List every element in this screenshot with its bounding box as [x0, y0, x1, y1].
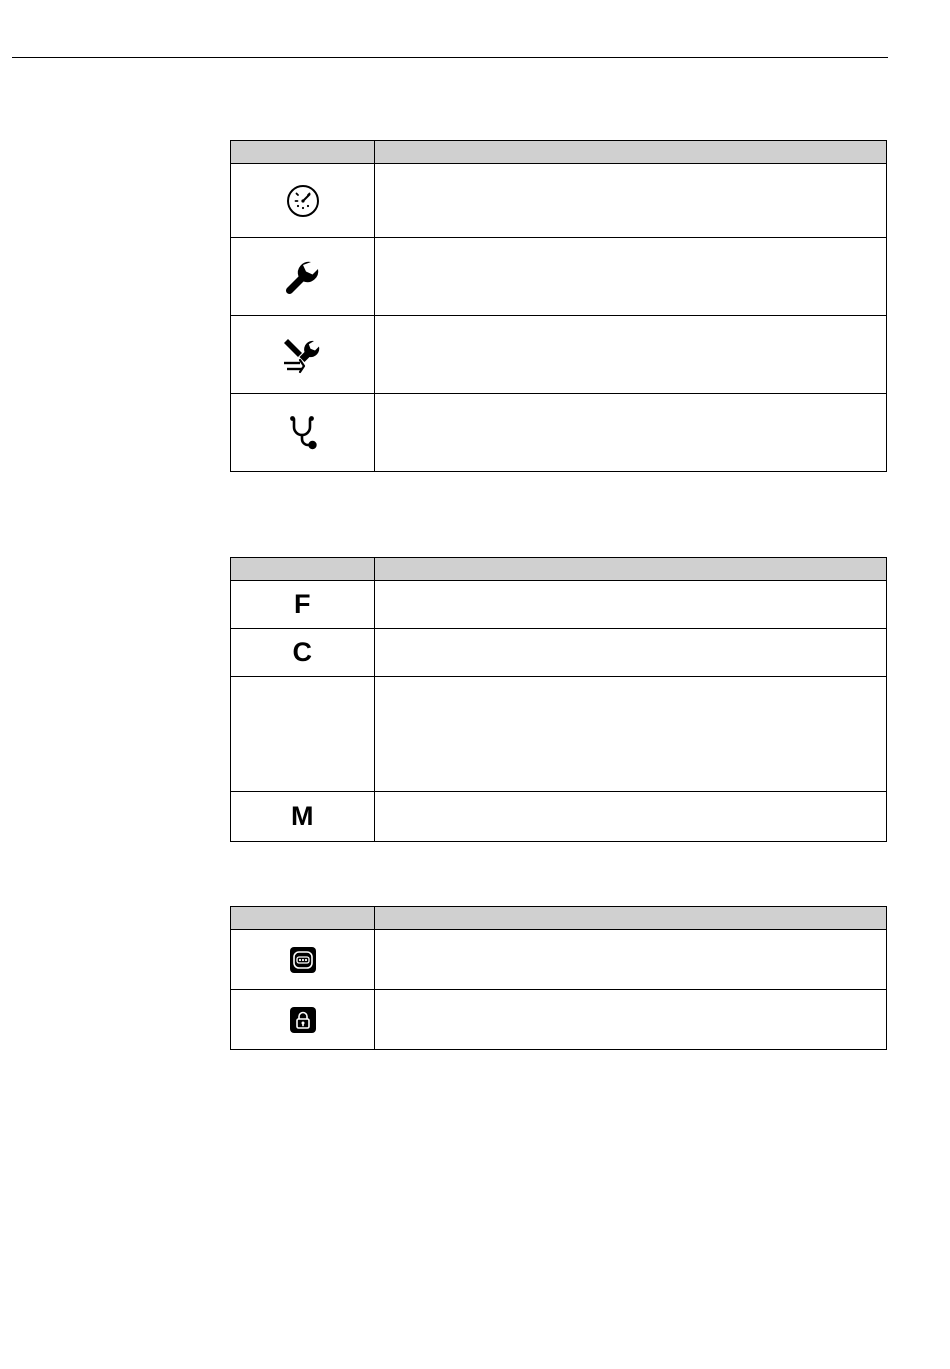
table-row — [231, 990, 887, 1050]
letter-f-icon: F — [294, 589, 311, 619]
header-icon-column — [231, 141, 375, 164]
metric-description — [375, 792, 887, 842]
stethoscope-icon — [231, 412, 374, 454]
letter-m-icon: M — [291, 801, 314, 831]
wrench-icon-cell — [231, 238, 375, 316]
letter-c-icon-cell — [231, 629, 375, 677]
lock-icon-cell — [231, 990, 375, 1050]
table-row — [231, 792, 887, 842]
wrench-icon — [231, 256, 374, 298]
keypad-icon — [231, 946, 374, 974]
header-icon-column — [231, 907, 375, 930]
table-header-row — [231, 907, 887, 930]
lock-icon — [231, 1006, 374, 1034]
blank-description — [375, 677, 887, 792]
header-description-column — [375, 141, 887, 164]
table-row — [231, 629, 887, 677]
wrench-description — [375, 238, 887, 316]
wrench-tool-description — [375, 316, 887, 394]
keypad-icon-cell — [231, 930, 375, 990]
header-description-column — [375, 558, 887, 581]
letter-c-icon: C — [292, 637, 313, 667]
table-row — [231, 238, 887, 316]
unit-icons-table — [230, 557, 887, 842]
table-row — [231, 677, 887, 792]
celsius-description — [375, 629, 887, 677]
wrench-tool-icon — [231, 333, 374, 377]
status-icons-table — [230, 140, 887, 472]
table-row — [231, 581, 887, 629]
stethoscope-description — [375, 394, 887, 472]
table-row — [231, 394, 887, 472]
letter-f-icon-cell — [231, 581, 375, 629]
header-icon-column — [231, 558, 375, 581]
table-row — [231, 316, 887, 394]
gauge-icon — [231, 180, 374, 222]
keypad-description — [375, 930, 887, 990]
header-description-column — [375, 907, 887, 930]
fahrenheit-description — [375, 581, 887, 629]
gauge-icon-cell — [231, 164, 375, 238]
table-row — [231, 164, 887, 238]
lock-description — [375, 990, 887, 1050]
table-header-row — [231, 558, 887, 581]
security-icons-table — [230, 906, 887, 1050]
blank-icon-cell — [231, 677, 375, 792]
wrench-tool-icon-cell — [231, 316, 375, 394]
stethoscope-icon-cell — [231, 394, 375, 472]
table-row — [231, 930, 887, 990]
header-divider — [12, 57, 888, 58]
letter-m-icon-cell — [231, 792, 375, 842]
table-header-row — [231, 141, 887, 164]
gauge-description — [375, 164, 887, 238]
